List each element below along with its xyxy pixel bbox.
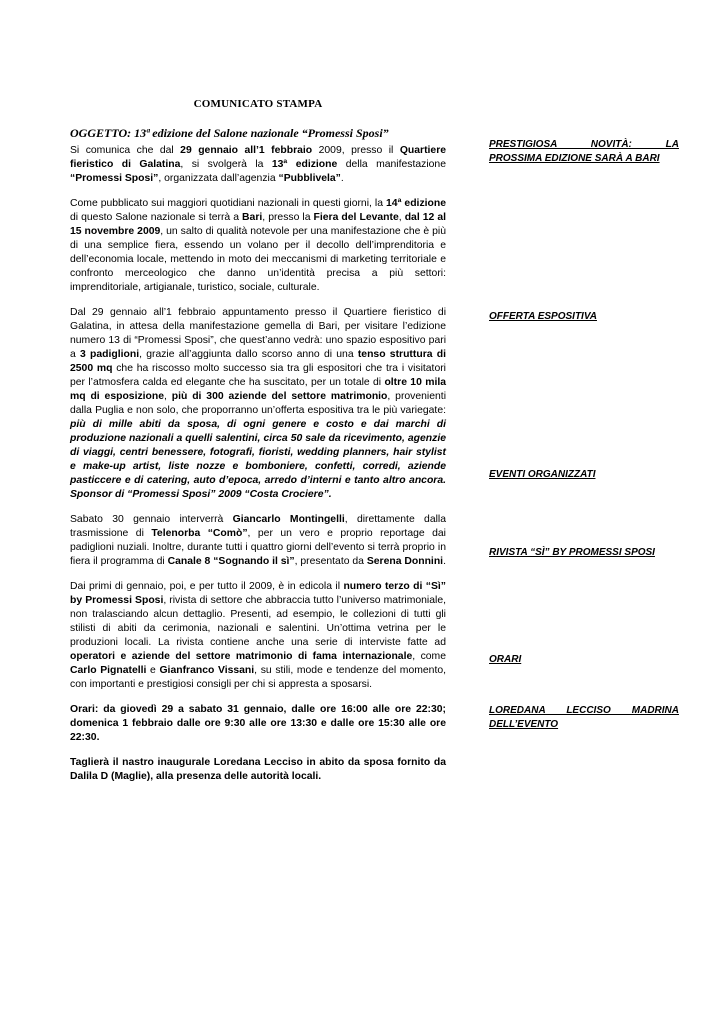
sidebar-heading-madrina: LOREDANA LECCISO MADRINA DELL’EVENTO: [489, 705, 679, 730]
paragraph-exhibition: Dal 29 gennaio all’1 febbraio appuntamento presso il Quartiere fieristico di Galatina, in attesa della manifestazione gemella di Bari, per visitare l’edizione numero 13 di “Promessi Sposi”, che quest’anno vedrà: uno spazio espositivo pari a 3 padiglioni, grazie all’aggiunta dallo scorso anno di una tenso struttura di 2500 mq che ha riscosso molto successo sia tra gli espositori che tra i visitatori per l’atmosfera calda ed elegante che ha suscitato, per un totale di oltre 10 mila mq di esposizione, più di 300 aziende del settore matrimonio, provenienti dalla Puglia e non solo, che proporranno un’offerta espositiva tra le più variegate: più di mille abiti da sposa, di ogni genere e costo e dai marchi di produzione nazionali a quelli salentini, circa 50 sale da ricevimento, agenzie di viaggi, centri benessere, fotografi, fioristi, wedding planners, hair stylist e make-up artist, liste nozze e bomboniere, confetti, corredi, aziende pasticcere e di catering, auto d’epoca, arredo d’interni e tanto altro ancora. Sponsor di “Promessi Sposi” 2009 “Costa Crociere”.: [70, 307, 446, 500]
sidebar-heading-orari: ORARI: [489, 654, 522, 665]
sidebar-heading-rivista: RIVISTA “SÌ” BY PROMESSI SPOSI: [489, 547, 655, 558]
paragraph-ribbon: Taglierà il nastro inaugurale Loredana Lecciso in abito da sposa fornito da Dalila D (Maglie), alla presenza delle autorità locali.: [70, 757, 446, 782]
sidebar-heading-novita: PRESTIGIOSA NOVITÀ: LA PROSSIMA EDIZIONE SARÀ A BARI: [489, 139, 679, 164]
paragraph-magazine: Dai primi di gennaio, poi, e per tutto il 2009, è in edicola il numero terzo di “Sì” by Promessi Sposi, rivista di settore che abbraccia tutto l’universo matrimoniale, non tralasciando alcun dettaglio. Presenti, ad esempio, le collezioni di tutti gli stilisti di abiti da cerimonia, nazionali e salentini. Un’ottima vetrina per le produzioni locali. La rivista contiene anche una serie di interviste fatte ad operatori e aziende del settore matrimonio di fama internazionale, come Carlo Pignatelli e Gianfranco Vissani, su stili, mode e tendenze del momento, con importanti e prestigiosi consigli per chi si appresta a sposarsi.: [70, 581, 447, 690]
sidebar-heading-offerta: OFFERTA ESPOSITIVA: [489, 311, 597, 322]
paragraph-next-edition: Come pubblicato sui maggiori quotidiani nazionali in questi giorni, la 14ª edizione di questo Salone nazionale si terrà a Bari, presso la Fiera del Levante, dal 12 al 15 novembre 2009, un salto di qualità notevole per una manifestazione che è più di una semplice fiera, essendo un volano per il decollo dell’imprenditoria e dell’economia locale, mettendo in moto dei meccanismi di marketing territoriale e confronto merceologico che danno un’identità precisa a più settori: imprenditoriale, artigianale, turistico, sociale, culturale.: [70, 198, 446, 293]
paragraph-hours: Orari: da giovedì 29 a sabato 31 gennaio, dalle ore 16:00 alle ore 22:30; domenica 1 febbraio dalle ore 9:30 alle ore 13:30 e dalle ore 15:30 alle ore 22:30.: [70, 704, 446, 743]
paragraph-events: Sabato 30 gennaio interverrà Giancarlo Montingelli, direttamente dalla trasmissione di Telenorba “Comò”, per un vero e proprio reportage dai padiglioni nuziali. Inoltre, durante tutti i quattro giorni dell’evento si terrà proprio in fiera il programma di Canale 8 “Sognando il sì”, presentato da Serena Donnini.: [70, 514, 446, 567]
document-title: COMUNICATO STAMPA: [193, 98, 323, 110]
document-subject: OGGETTO: 13ª edizione del Salone nazionale “Promessi Sposi”: [70, 126, 389, 140]
document-body: [70, 144, 446, 795]
paragraph-intro: Si comunica che dal 29 gennaio all’1 febbraio 2009, presso il Quartiere fieristico di Galatina, si svolgerà la 13ª edizione della manifestazione “Promessi Sposi”, organizzata dall’agenzia “Pubblivela”.: [70, 145, 447, 184]
sidebar-heading-eventi: EVENTI ORGANIZZATI: [489, 469, 596, 480]
